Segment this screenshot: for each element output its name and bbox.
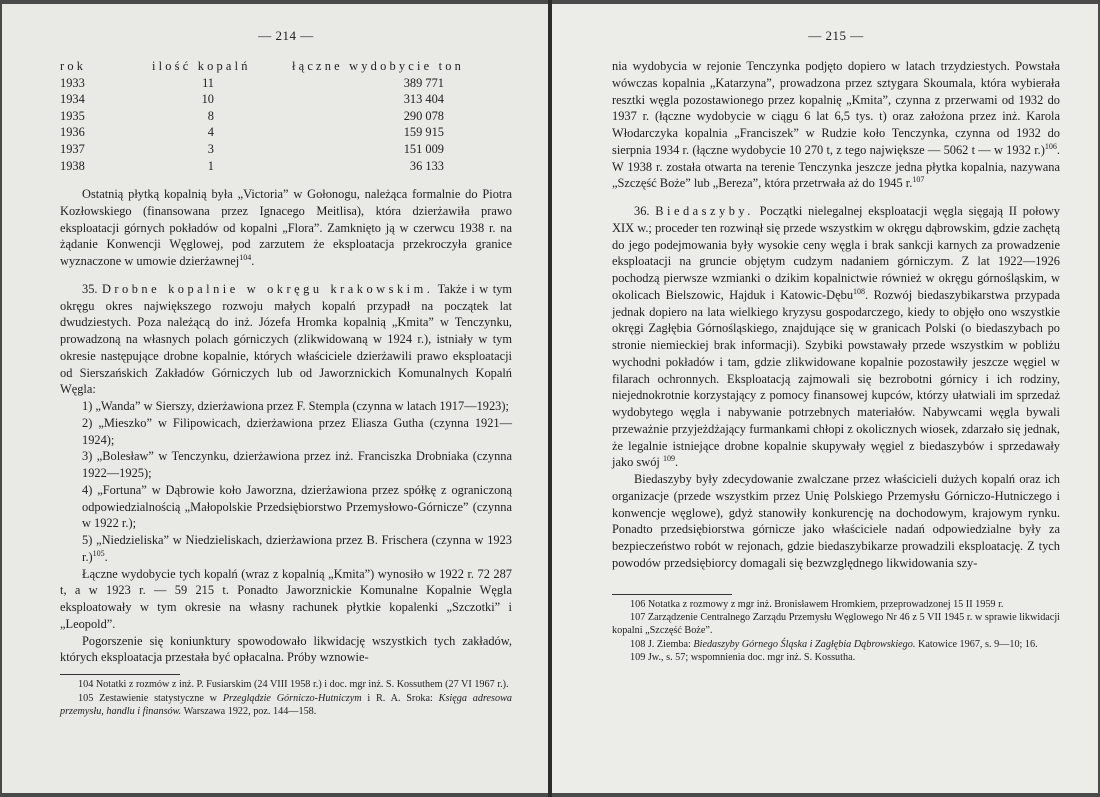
section-paragraph: 36. Biedaszyby. Początki nielegalnej eksploatacji węgla sięgają II połowy XIX w.; proceder ten rozwinął się przede wszystkim w okręgu dąbrowskim, gdzie zachętą do jego podejmowania były wysokie ceny węgla i brak sankcji karnych za prowadzenie eksploatacji na gruncie objętym cudzym nadaniem górniczym. Z lat 1922—1926 pochodzą pierwsze wzmianki o dzikim kopalnictwie również w okręgu górnośląskim, w okolicach Bielszowic, Hajduk i Katowic-Dębu$^{108}$. Rozwój biedaszybikarstwa przypada jednak dopiero na lata wielkiego kryzysu gospodarczego, kiedy to objęło ono wszystkie okręgi Zagłębia Górnośląskiego, znajdujące się w granicach Polski (o biedaszybach po stronie niemieckiej brak informacji). Szybiki powstawały przede wszystkim w pobliżu wychodni pokładów i tam, gdzie zlikwidowane kopalnie pozostawiły jeszcze węgiel w filarach ochronnych. Eksploatacją zajmowali się bezrobotni górnicy i ich rodziny, niejednokrotnie korzystający z pomocy finansowej kupców, którzy ułatwiali im sprzedaż wydobytego węgla i nabywanie potrzebnych materiałów. Nabywcami węgla bywali przeważnie przyjeżdżający furmankami chłopi z okolicznych wiosek, zdarzało się jednak, że legalnie istniejące drobne kopalnie skupywały węgiel z biedaszybów i sprzedawały jako swój $^{109}$. — [612, 204, 1060, 470]
table-cell-output: 159 915 — [403, 125, 444, 140]
paragraph-text: . W 1938 r. została otwarta na terenie Tenczynka jeszcze jedna płytka kopalnia, nazywana „Szczęść Boże” lub „Bereza”, która przetrwała aż do 1945 r. — [612, 142, 1060, 191]
section-number: 36. — [634, 204, 650, 218]
list-item: 4) „Fortuna” w Dąbrowie koło Jaworzna, dzierżawiona przez spółkę z ograniczoną odpowiedzialnością „Małopolskie Przedsiębiorstwo Przemysłowo-Górnicze” (czynna w 1922 r.); — [82, 482, 512, 531]
table-cell-output: 36 133 — [409, 158, 444, 173]
footnote-ref: 106 — [1044, 141, 1057, 151]
footnote-ref: 104 — [239, 253, 252, 263]
table-cell-year: 1935 — [60, 108, 85, 123]
list-item: 3) „Bolesław” w Tenczynku, dzierżawiona przez inż. Franciszka Drobniaka (czynna 1922—1925); — [82, 449, 512, 481]
footnote-ref: 109 — [662, 454, 675, 464]
list-item-text: 5) „Niedzieliska” w Niedzieliskach, dzierżawiona przez B. Frischera (czynna w 1923 r.) — [82, 533, 512, 564]
column-header-year: rok — [60, 59, 87, 73]
table-cell-output: 290 078 — [403, 108, 444, 123]
right-page — [552, 4, 1098, 793]
paragraph: Ostatnią płytką kopalnią była „Victoria” w Gołonogu, należąca formalnie do Piotra Kozłowskiego (finansowana przez Ignacego Meitlisa), która dzierżawiła prawo eksploatacji górnych pokładów od kopalni „Flora”. Zamknięto ją w czerwcu 1938 r. na żądanie Konwencji Węglowej, pod zarzutem że eksploatacja przekroczyła granice wyznaczone w umowie dzierżawnej$^{104}$. — [60, 187, 512, 269]
table-cell-year: 1938 — [60, 158, 85, 173]
footnote-text: 105 Zestawienie statystyczne w — [78, 692, 218, 704]
table-cell-mines: 8 — [207, 108, 214, 123]
table-row — [60, 124, 512, 141]
footnote-title: Przeglądzie Górniczo-Hutniczym — [222, 692, 362, 704]
footnote-text: Katowice 1967, s. 9—10; 16. — [917, 638, 1038, 650]
list-item: 2) „Mieszko” w Filipowicach, dzierżawiona przez Eliasza Gutha (czynna 1921—1924); — [82, 415, 512, 447]
table-cell-year: 1937 — [60, 141, 85, 156]
section-title: Drobne kopalnie w okręgu krakowskim. — [101, 281, 434, 296]
section-title: Biedaszyby. — [655, 204, 754, 218]
footnote-divider — [60, 674, 180, 675]
table-cell-output: 151 009 — [403, 141, 444, 156]
table-cell-mines: 4 — [207, 125, 214, 140]
footnote-ref: 107 — [912, 175, 925, 185]
table-cell-output: 313 404 — [403, 92, 444, 107]
footnote-divider — [612, 594, 732, 595]
paragraph-text: nia wydobycia w rejonie Tenczynka podjęto dopiero w latach trzydziestych. Powstała wówczas kopalnia „Katarzyna”, prowadzona przez sztygara Skoumala, która wybierała resztki węgla pozostawionego przez kopalnię „Kmita”, czynna z przerwami od 1932 do 1937 r. (łączne wydobycie w ciągu 6 lat 6,5 tys. t) oraz założona przez inż. Karola Włodarczyka kopalnia „Franciszek” w Rudzie koło Tenczynka, czynna od 1932 do sierpnia 1934 r. (łączne wydobycie 10 270 t, z tego największe — 5062 t — w 1932 r.) — [612, 59, 1060, 157]
table-cell-year: 1933 — [60, 75, 85, 90]
table-cell-mines: 11 — [202, 75, 214, 90]
section-paragraph — [60, 281, 512, 398]
table-cell-mines: 10 — [201, 92, 214, 107]
paragraph-text: Także i w tym okręgu okres największego rozwoju małych kopalń przypadł na początek lat dwudziestych. Poza należącą do inż. Józefa Hromka kopalnią „Kmita” w Tenczynku, prowadzoną na własnych polach górniczych (zlikwidowaną w 1924 r.), istniały w tym okresie następujące drobne kopalnie, których właściciele dzierżawili prawo eksploatacji od Sierszańskich Zakładów Górniczych lub od Jaworznickich Komunalnych Kopalń Węgla: — [60, 281, 512, 397]
table-cell-year: 1936 — [60, 125, 85, 140]
paragraph — [612, 58, 1060, 192]
left-page — [2, 4, 548, 793]
paragraph-text: Początki nielegalnej eksploatacji węgla sięgają II połowy XIX w.; proceder ten rozwinął się przede wszystkim w okręgu dąbrowskim, gdzie zachętą do jego podejmowania były wysokie ceny węgla i brak sankcji karnych za prowadzenie eksploatacji na gruncie objętym cudzym nadaniem górniczym. Z lat 1922—1926 pochodzą pierwsze wzmianki o dzikim kopalnictwie również w okręgu górnośląskim, w okolicach Bielszowic, Hajduk i Katowic-Dębu — [612, 204, 1060, 302]
footnote — [612, 638, 1060, 651]
footnote-ref: 105 — [92, 548, 105, 558]
list-item: 1) „Wanda” w Sierszy, dzierżawiona przez F. Stempla (czynna w latach 1917—1923); — [82, 399, 509, 414]
table-cell-mines: 3 — [207, 141, 214, 156]
footnote-ref: 108 — [853, 286, 866, 296]
column-header-mines: ilość kopalń — [152, 59, 251, 73]
table-row — [60, 75, 512, 92]
table-row — [60, 108, 512, 125]
table-header-row — [60, 58, 512, 75]
footnote — [60, 692, 512, 719]
footnote: 106 Notatka z rozmowy z mgr inż. Bronisławem Hromkiem, przeprowadzonej 15 II 1959 r. — [630, 598, 1004, 610]
production-table — [60, 58, 512, 174]
table-row — [60, 158, 512, 175]
footnote-text: 108 J. Ziemba: — [630, 638, 691, 650]
column-header-output: łączne wydobycie ton — [292, 59, 465, 73]
footnote-text: i R. A. Sroka: — [367, 692, 433, 704]
footnote-title: Biedaszyby Górnego Śląska i Zagłębia Dąbrowskiego. — [693, 638, 916, 650]
list-item: 5) „Niedzieliska” w Niedzieliskach, dzierżawiona przez B. Frischera (czynna w 1923 r.)$^{105}$. — [82, 533, 512, 564]
footnote-text: Warszawa 1922, poz. 144—158. — [183, 705, 317, 717]
paragraph-text: . Rozwój biedaszybikarstwa przypada jednak dopiero na lata wielkiego kryzysu gospodarczego, kiedy to objęło ono wszystkie okręgi Zagłębia Górnośląskiego, znajdujące się w granicach Polski (o biedaszybach po stronie niemieckiej brak informacji). Szybiki powstawały przede wszystkim w pobliżu wychodni pokładów i tam, gdzie zlikwidowane kopalnie pozostawiły jeszcze węgiel w filarach ochronnych. Eksploatacją zajmowali się bezrobotni górnicy i ich rodziny, niejednokrotnie korzystający z pomocy finansowej kupców, którzy ułatwiali im sprzedaż wydobytego węgla i nabywanie potrzebnych materiałów. Nabywcami węgla bywali przeważnie przyjeżdżający furmankami chłopi z okolicznych wiosek, zdarzało się jednak, że legalnie istniejące drobne kopalnie skupywały węgiel z biedaszybów i sprzedawały jako swój — [612, 287, 1060, 470]
footnote: 109 Jw., s. 57; wspomnienia doc. mgr inż. S. Kossutha. — [630, 652, 856, 664]
paragraph: Biedaszyby były zdecydowanie zwalczane przez właścicieli dużych kopalń oraz ich organizacje (przede wszystkim przez Unię Polskiego Przemysłu Górniczo-Hutniczego i konwencje węglowe), gdyż stanowiły konkurencję na dochodowym, krajowym rynku. Ponadto przedsiębiorstwa górnicze jako właściciele nadań odpowiedzialne były za bezpieczeństwo robót w rejonach, gdzie biedaszybikarze prowadzili eksploatację. Z tych powodów przedsiębiorcy domagali się bezwzględnego likwidowania szy- — [612, 472, 1060, 570]
table-cell-year: 1934 — [60, 92, 85, 107]
footnote: 107 Zarządzenie Centralnego Zarządu Przemysłu Węglowego Nr 46 z 5 VII 1945 r. w sprawie likwidacji kopalni „Szczęść Boże”. — [612, 611, 1060, 637]
table-cell-output: 389 771 — [403, 75, 444, 90]
footnote: 104 Notatki z rozmów z inż. P. Fusiarskim (24 VIII 1958 r.) i doc. mgr inż. S. Kossuthem (27 VI 1967 r.). — [78, 679, 509, 691]
table-row — [60, 91, 512, 108]
paragraph: Pogorszenie się koniunktury spowodowało likwidację wszystkich tych zakładów, których eksploatacja przestała być opłacalna. Próby wznowie- — [60, 633, 512, 665]
page-number: — 215 — — [808, 28, 864, 43]
table-row — [60, 141, 512, 158]
paragraph: Łączne wydobycie tych kopalń (wraz z kopalnią „Kmita”) wynosiło w 1922 r. 72 287 t, a w 1923 r. — 59 215 t. Ponadto Jaworznickie Komunalne Kopalnie Węgla eksploatowały w tym okresie na własny rachunek płytkie kopalenki „Szczotki” i „Leopold”. — [60, 566, 512, 631]
table-cell-mines: 1 — [207, 158, 214, 173]
section-number: 35. — [82, 281, 98, 296]
paragraph-text: Ostatnią płytką kopalnią była „Victoria” w Gołonogu, należąca formalnie do Piotra Kozłowskiego (finansowana przez Ignacego Meitlisa), która dzierżawiła prawo eksploatacji górnych pokładów od kopalni „Flora”. Zamknięto ją w czerwcu 1938 r. na żądanie Konwencji Węglowej, pod zarzutem że eksploatacja przekroczyła granice wyznaczone w umowie dzierżawnej — [60, 187, 512, 269]
footnote-title: Księga adresowa przemysłu, handlu i finansów. — [60, 692, 513, 717]
page-number: — 214 — — [258, 28, 314, 43]
